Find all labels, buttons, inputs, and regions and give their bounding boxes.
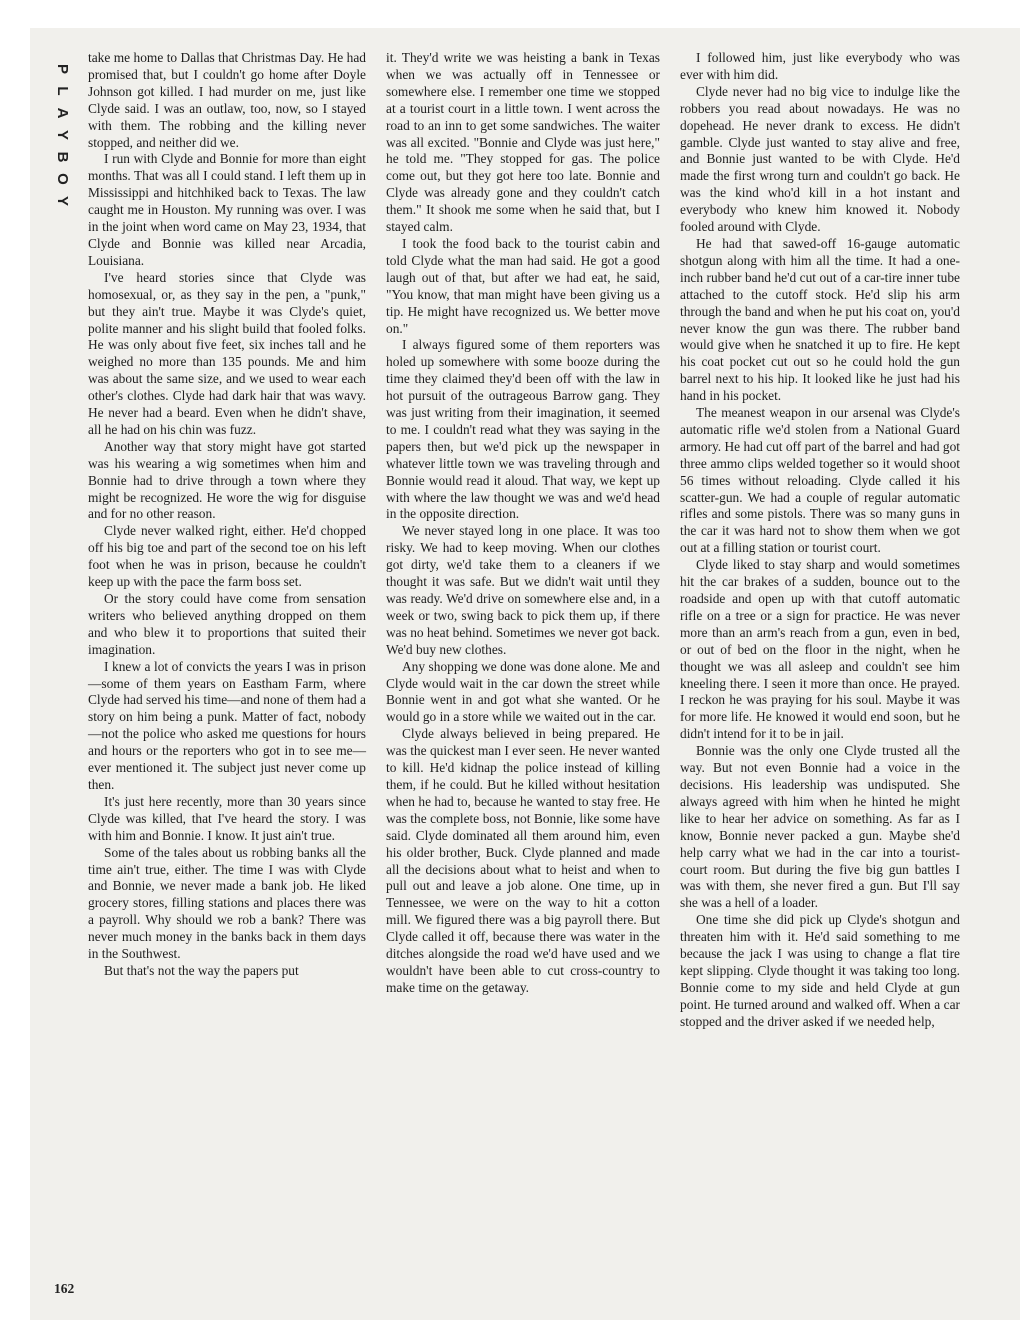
paragraph: Another way that story might have got started was his wearing a wig sometimes when him and Bonnie had to drive through a town where they might be recognized. He wore the wig for disguise and for no other reason. (88, 438, 366, 522)
paragraph: I always figured some of them reporters was holed up somewhere with some booze during the time they claimed they'd been off with the law in hot pursuit of the outrageous Barrow gang. They was just writing from their imagination, it seemed to me. I couldn't read what they was saying in the papers then, but we'd pick up the newspaper in whatever little town we was traveling through and Bonnie would read it aloud. That way, we kept up with where the law thought we was and we'd head in the opposite direction. (386, 337, 660, 522)
text-column-3 (680, 50, 960, 1031)
text-column-1 (88, 50, 366, 980)
paragraph: We never stayed long in one place. It was too risky. We had to keep moving. When our clothes got dirty, we'd take them to a cleaners if we thought it was safe. But we didn't wait until they was ready. We'd drive on somewhere else and, in a week or two, swing back to pick them up, if there was no heat behind. Sometimes we never got back. We'd buy new clothes. (386, 523, 660, 657)
magazine-letter: L (54, 86, 71, 96)
paragraph: I've heard stories since that Clyde was homosexual, or, as they say in the pen, a "punk," but they ain't true. Maybe it was Clyde's quiet, polite manner and his slight build that fooled folks. He was only about five feet, six inches tall and he weighed no more than 135 pounds. Me and him was about the same size, and we used to wear each other's clothes. Clyde had dark hair that was wavy. He never had a beard. Even when he didn't shave, all he had on his chin was fuzz. (88, 269, 366, 437)
paragraph: The meanest weapon in our arsenal was Clyde's automatic rifle we'd stolen from a National Guard armory. He had cut off part of the barrel and had got three ammo clips welded together so it would shoot 56 times without reloading. Clyde called it his scatter-gun. We had a couple of regular automatic rifles and some pistols. There was so many guns in the car it was hard not to show them when we got out at a filling station or tourist court. (680, 405, 960, 556)
magazine-letter: B (54, 151, 71, 163)
paragraph: It's just here recently, more than 30 years since Clyde was killed, that I've heard the story. I was with him and Bonnie. I know. It just ain't true. (88, 793, 366, 843)
paragraph: I run with Clyde and Bonnie for more than eight months. That was all I could stand. I left them up in Mississippi and hitchhiked back to Texas. The law caught me in Houston. My running was over. I was in the joint when word came on May 23, 1934, that Clyde and Bonnie was killed near Arcadia, Louisiana. (88, 151, 366, 268)
paragraph: Clyde always believed in being prepared. He was the quickest man I ever seen. He never wanted to kill. He'd kidnap the police instead of killing them, if he could. But he killed without hesitation when he had to, because he wanted to stay free. He was the complete boss, not Bonnie, like some have said. Clyde dominated all them around him, even his older brother, Buck. Clyde planned and made all the decisions about what to heist and when to pull out and leave a job alone. One time, up in Tennessee, we were on the way to hit a cotton mill. We figured there was a big payroll there. But Clyde called it off, because there was water in the ditches alongside the road we'd have used and we wouldn't have been able to cut cross-country to make time on the getaway. (386, 726, 660, 995)
magazine-letter: P (54, 63, 71, 74)
paragraph: Some of the tales about us robbing banks all the time ain't true, either. The time I was with Clyde and Bonnie, we never made a bank job. He liked grocery stores, filling stations and places there was a payroll. Why should we rob a bank? There was never much money in the banks back in them days in the Southwest. (88, 844, 366, 962)
paragraph: it. They'd write we was heisting a bank in Texas when we was actually off in Tennessee or somewhere else. I remember one time we stopped at a tourist court in a little town. I went across the road to an inn to get some sandwiches. The waiter was all excited. "Bonnie and Clyde was just here," he told me. "They stopped for gas. The police come out, but they got here too late. Bonnie and Clyde was already gone and they couldn't catch them." It shook me some when he said that, but I stayed calm. (386, 50, 660, 235)
magazine-page (30, 28, 1020, 1320)
page-number: 162 (54, 1281, 75, 1296)
paragraph: I knew a lot of convicts the years I was in prison—some of them years on Eastham Farm, where Clyde had served his time—and none of them had a story on him being a punk. Matter of fact, nobody—not the police who asked me questions for hours and hours or the reporters who got in to see me—ever mentioned it. The subject just never come up then. (88, 658, 366, 792)
paragraph: Clyde never had no big vice to indulge like the robbers you read about nowadays. He was no dopehead. He never drank to excess. He didn't gamble. Clyde just wanted to stay alive and free, and Bonnie just wanted to be with Clyde. He'd made the first wrong turn and couldn't go back. He was the kind who'd kill in a hot instant and everybody who knew him knowed it. Nobody fooled around with Clyde. (680, 83, 960, 235)
magazine-letter: Y (54, 129, 71, 140)
magazine-letter: Y (54, 195, 71, 206)
magazine-letter: O (54, 173, 71, 185)
paragraph: Any shopping we done was done alone. Me and Clyde would wait in the car down the street while Bonnie went in and got what she wanted. Or he would go in a store while we waited out in the car. (386, 658, 660, 725)
magazine-name (52, 58, 72, 212)
paragraph: Clyde liked to stay sharp and would sometimes hit the car brakes of a sudden, bounce out to the roadside and open up with that cutoff automatic rifle on a tree or a sign for practice. He was never more than an arm's reach from a gun, even in bed, or out of bed on the floor in the night, when he thought we was all asleep and couldn't see him kneeling there. I seen it more than once. He prayed. I reckon he was praying for his soul. Maybe it was for more life. He knowed it would end soon, but he didn't intend for it to be in jail. (680, 557, 960, 742)
text-column-2 (386, 50, 660, 997)
paragraph: I followed him, just like everybody who was ever with him did. (680, 50, 960, 82)
paragraph: take me home to Dallas that Christmas Day. He had promised that, but I couldn't go home after Doyle Johnson got killed. I had murder on me, just like Clyde said. I was an outlaw, too, now, so I stayed with them. The robbing and the killing never stopped, and neither did we. (88, 50, 366, 150)
paragraph: Or the story could have come from sensation writers who believed anything dropped on them and who blew it to proportions that suited their imagination. (88, 591, 366, 657)
magazine-letter: A (54, 107, 71, 119)
paragraph: Clyde never walked right, either. He'd chopped off his big toe and part of the second toe on his left foot when he was in prison, because he couldn't keep up with the pace the farm boss set. (88, 523, 366, 590)
paragraph: One time she did pick up Clyde's shotgun and threaten him with it. He'd said something to me because the jack I was using to change a flat tire kept slipping. Clyde thought it was taking too long. Bonnie come to my side and held Clyde at gun point. He turned around and walked off. When a car stopped and the driver asked if we needed help, (680, 912, 960, 1029)
paragraph: I took the food back to the tourist cabin and told Clyde what the man had said. He got a good laugh out of that, but after we had eat, he said, "You know, that man might have been giving us a tip. He might have recognized us. We better move on." (386, 235, 660, 336)
paragraph: But that's not the way the papers put (104, 962, 299, 978)
paragraph: He had that sawed-off 16-gauge automatic shotgun along with him all the time. It had a one-inch rubber band he'd cut out of a car-tire inner tube attached to the cutoff stock. He'd slip his arm through the band and when he put his coat on, you'd never know the gun was there. The rubber band would give when he snatched it up to fire. He kept his coat pocket cut out so he could hold the gun barrel next to his hip. It looked like he just had his hand in his pocket. (680, 235, 960, 404)
paragraph: Bonnie was the only one Clyde trusted all the way. But not even Bonnie had a voice in the decisions. His leadership was undisputed. She always agreed with him when he hinted he might like to hear her advice on something. As far as I know, Bonnie never packed a gun. Maybe she'd help carry what we had in the car into a tourist-court room. But during the five big gun battles I was with them, she never fired a gun. But I'll say she was a hell of a loader. (680, 743, 960, 911)
